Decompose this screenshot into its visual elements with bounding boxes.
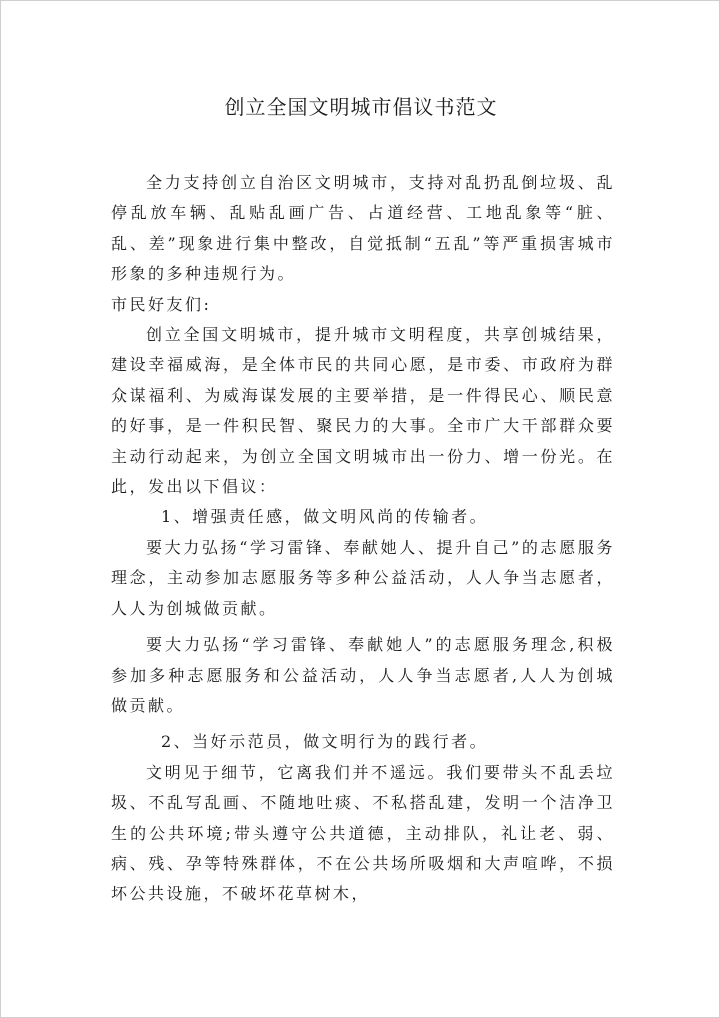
paragraph-volunteer-2: 要大力弘扬“学习雷锋、奉献她人”的志愿服务理念,积极参加多种志愿服务和公益活动，人人争当志愿者,人人为创城做贡献。 [111, 635, 615, 715]
document-body [111, 168, 615, 910]
paragraph-civility: 文明见于细节，它离我们并不遥远。我们要带头不乱丢垃圾、不乱写乱画、不随地吐痰、不私搭乱建，发明一个洁净卫生的公共环境;带头遵守公共道德，主动排队，礼让老、弱、病、残、孕等特殊群体，不在公共场所吸烟和大声喧哗，不损坏公共设施，不破坏花草树木， [111, 762, 615, 904]
paragraph-intro: 创立全国文明城市，提升城市文明程度，共享创城结果，建设幸福威海，是全体市民的共同心愿，是市委、市政府为群众谋福利、为威海谋发展的主要举措，是一件得民心、顺民意的好事，是一件积民智、聚民力的大事。全市广大干部群众要主动行动起来，为创立全国文明城市出一份力、增一份光。在此，发出以下倡议： [111, 325, 615, 497]
paragraph-volunteer-1: 要大力弘扬“学习雷锋、奉献她人、提升自己”的志愿服务理念，主动参加志愿服务等多种公益活动，人人争当志愿者，人人为创城做贡献。 [111, 537, 615, 618]
paragraph-salutation: 市民好友们: [111, 294, 212, 314]
list-item-1-heading: 1、增强责任感，做文明风尚的传输者。 [161, 507, 489, 527]
list-item-2-heading: 2、当好示范员，做文明行为的践行者。 [161, 732, 489, 752]
document-title: 创立全国文明城市倡议书范文 [224, 95, 498, 119]
paragraph-support: 全力支持创立自治区文明城市，支持对乱扔乱倒垃圾、乱停乱放车辆、乱贴乱画广告、占道经营、工地乱象等“脏、乱、差”现象进行集中整改，自觉抵制“五乱”等严重损害城市形象的多种违规行为。 [111, 173, 615, 284]
